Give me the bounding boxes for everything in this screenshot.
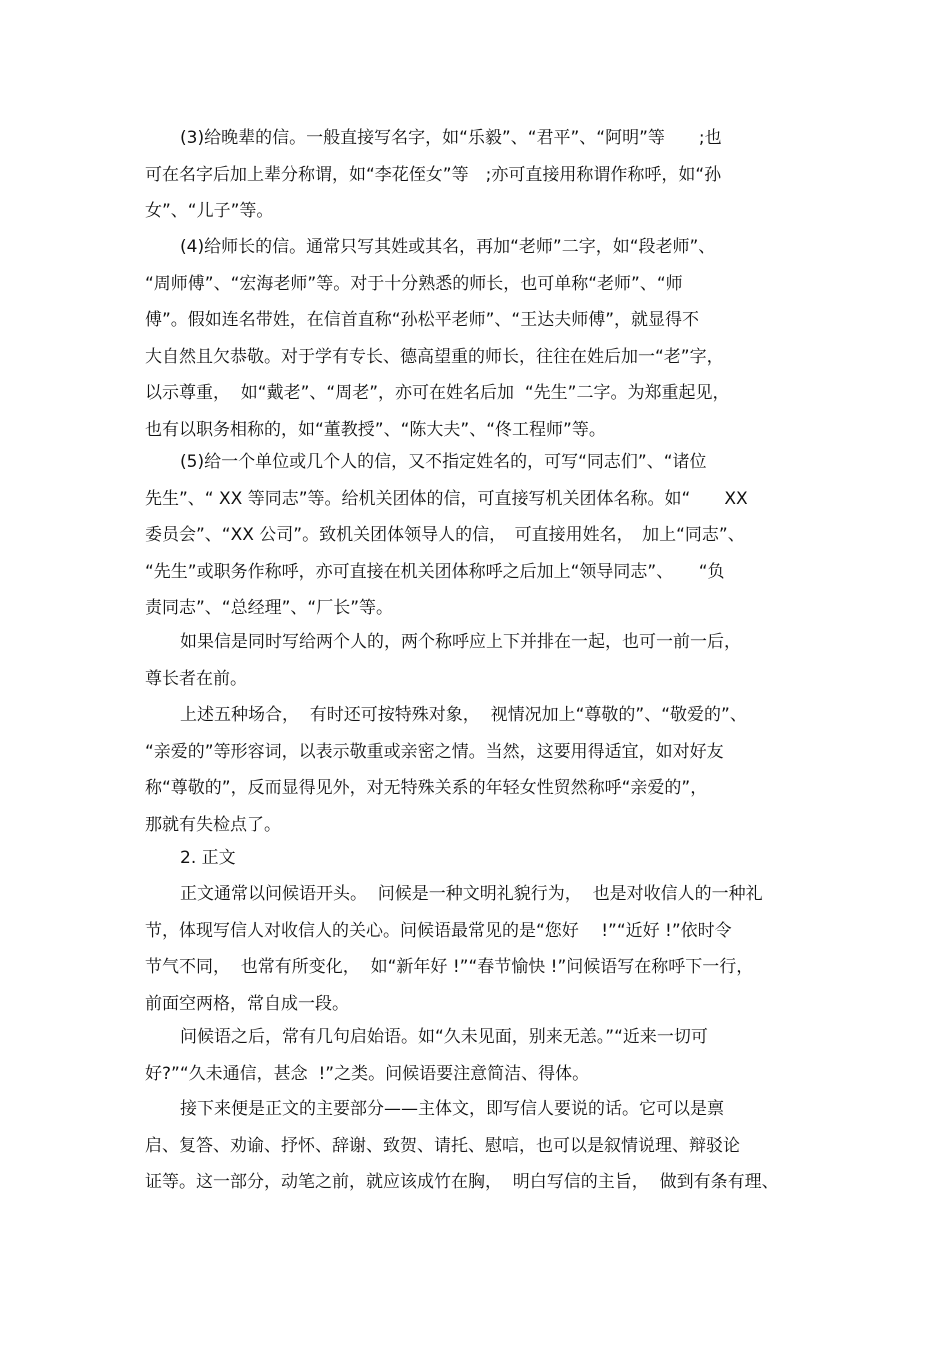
text-line: 可在名字后加上辈分称谓，如“李花侄女”等 ;亦可直接用称谓作称呼，如“孙	[145, 164, 722, 185]
text-line: 问候语之后，常有几句启始语。如“久未见面，别来无恙。”“近来一切可	[180, 1027, 708, 1047]
paragraph-organizations	[145, 444, 810, 627]
text-line: (5)给一个单位或几个人的信，又不指定姓名的，可写“同志们”、“诸位	[180, 452, 707, 472]
text-line: 证等。这一部分，动笔之前，就应该成竹在胸， 明白写信的主旨， 做到有条有理、	[145, 1172, 779, 1192]
section-heading-body	[145, 840, 810, 877]
text-line: 尊长者在前。	[145, 668, 247, 689]
text-line: 节，体现写信人对收信人的关心。问候语最常见的是“您好 !”“近好 !”依时令	[145, 920, 732, 941]
paragraph-opening-words	[145, 1019, 810, 1092]
text-line: 以示尊重， 如“戴老”、“周老”，亦可在姓名后加 “先生”二字。为郑重起见，	[145, 383, 730, 403]
paragraph-main-body	[145, 1091, 810, 1201]
paragraph-juniors	[145, 120, 810, 230]
text-line: 先生”、“ XX 等同志”等。给机关团体的信，可直接写机关团体名称。如“ XX	[145, 488, 748, 509]
text-line: 接下来便是正文的主要部分——主体文，即写信人要说的话。它可以是禀	[180, 1099, 724, 1119]
text-line: (4)给师长的信。通常只写其姓或其名，再加“老师”二字，如“段老师”、	[180, 237, 716, 257]
paragraph-greeting	[145, 876, 810, 1022]
text-line: 女”、“儿子”等。	[145, 201, 274, 221]
paragraph-teachers	[145, 229, 810, 448]
text-line: 好?”“久未通信，甚念 !”之类。问候语要注意简洁、得体。	[145, 1063, 590, 1084]
section-heading: 2. 正文	[180, 848, 236, 868]
text-line: 前面空两格，常自成一段。	[145, 993, 349, 1014]
text-line: 傅”。假如连名带姓，在信首直称“孙松平老师”、“王达夫师傅”，就显得不	[145, 310, 700, 330]
text-line: 正文通常以问候语开头。 问候是一种文明礼貌行为， 也是对收信人的一种礼	[180, 884, 763, 904]
text-line: “周师傅”、“宏海老师”等。对于十分熟悉的师长，也可单称“老师”、“师	[145, 273, 683, 294]
text-line: “亲爱的”等形容词，以表示敬重或亲密之情。当然，这要用得适宜，如对好友	[145, 741, 724, 762]
text-line: “先生”或职务作称呼，亦可直接在机关团体称呼之后加上“领导同志”、 “负	[145, 561, 725, 582]
text-line: 启、复答、劝谕、抒怀、辞谢、致贺、请托、慰唁，也可以是叙情说理、辩驳论	[145, 1135, 740, 1156]
text-line: 如果信是同时写给两个人的，两个称呼应上下并排在一起，也可一前一后，	[180, 632, 741, 652]
text-line: (3)给晚辈的信。一般直接写名字，如“乐毅”、“君平”、“阿明”等 ;也	[180, 128, 722, 148]
text-line: 上述五种场合， 有时还可按特殊对象， 视情况加上“尊敬的”、“敬爱的”、	[180, 705, 747, 725]
text-line: 节气不同， 也常有所变化， 如“新年好 !”“春节愉快 !”问候语写在称呼下一行，	[145, 957, 754, 977]
text-line: 委员会”、“XX 公司”。致机关团体领导人的信， 可直接用姓名， 加上“同志”、	[145, 525, 745, 545]
text-line: 那就有失检点了。	[145, 814, 281, 835]
text-line: 也有以职务相称的，如“董教授”、“陈大夫”、“佟工程师”等。	[145, 419, 606, 440]
paragraph-two-recipients	[145, 624, 810, 697]
paragraph-adjectives	[145, 697, 810, 843]
text-line: 责同志”、“总经理”、“厂长”等。	[145, 598, 394, 618]
text-line: 大自然且欠恭敬。对于学有专长、德高望重的师长，往往在姓后加一“老”字，	[145, 346, 724, 367]
text-line: 称“尊敬的”，反而显得见外，对无特殊关系的年轻女性贸然称呼“亲爱的”，	[145, 778, 708, 798]
